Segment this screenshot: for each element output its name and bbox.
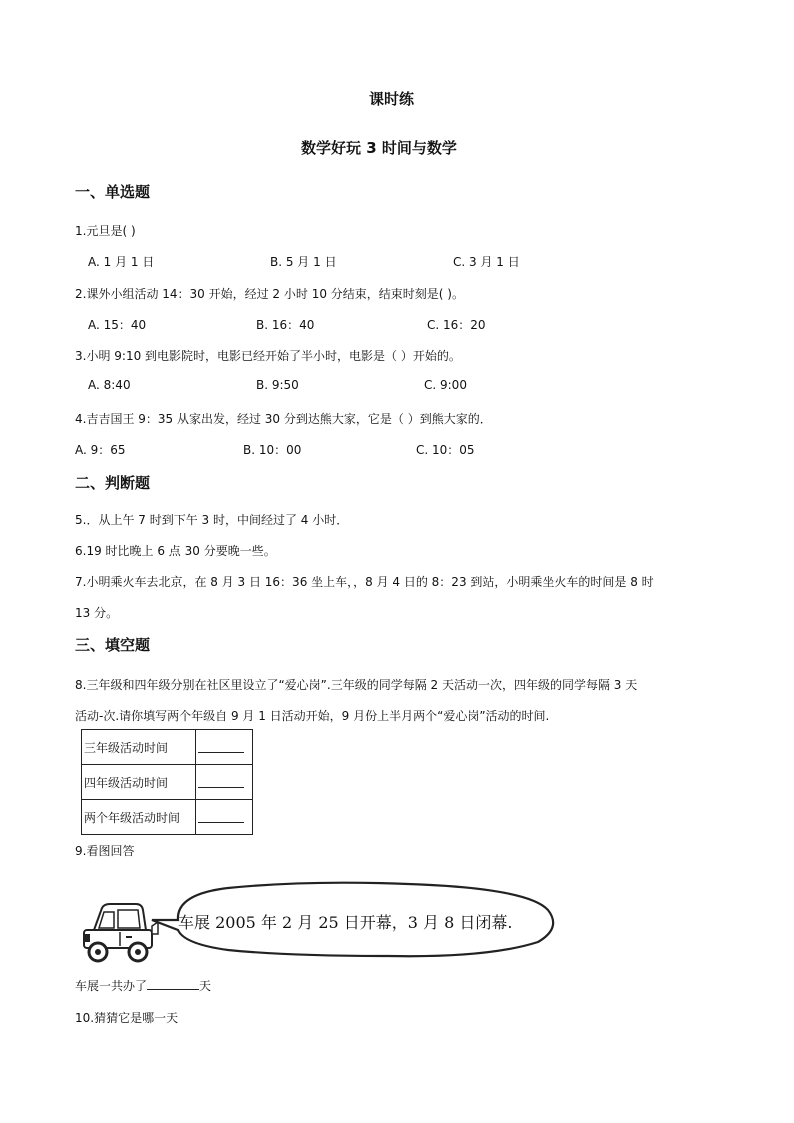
q4-option-b[interactable]: B. 10：00 (243, 443, 302, 457)
question-9: 9.看图回答 (75, 844, 135, 858)
answer-cell[interactable] (196, 765, 253, 800)
row-label: 四年级活动时间 (82, 765, 196, 800)
question-8-line-1: 8.三年级和四年级分别在社区里设立了“爱心岗”.三年级的同学每隔 2 天活动一次，四年级的同学每隔 3 天 (75, 678, 638, 692)
row-label: 两个年级活动时间 (82, 800, 196, 835)
q2-option-a[interactable]: A. 15：40 (88, 318, 147, 332)
table-row (82, 765, 253, 800)
answer-cell[interactable] (196, 730, 253, 765)
answer-cell[interactable] (196, 800, 253, 835)
question-10: 10.猜猜它是哪一天 (75, 1011, 179, 1025)
section-heading-single-choice: 一、单选题 (75, 183, 151, 201)
section-heading-true-false: 二、判断题 (75, 474, 151, 492)
answer-blank[interactable] (198, 773, 244, 788)
question-1: 1.元旦是( ) (75, 224, 136, 238)
page-subtitle: 数学好玩 3 时间与数学 (301, 139, 457, 157)
activity-time-table (81, 729, 253, 835)
question-2: 2.课外小组活动 14：30 开始，经过 2 小时 10 分结束，结束时刻是( )。 (75, 287, 464, 301)
q1-option-b[interactable]: B. 5 月 1 日 (270, 255, 337, 269)
answer-blank[interactable] (198, 808, 244, 823)
q3-option-c[interactable]: C. 9:00 (424, 378, 467, 392)
question-5: 5.．从上午 7 时到下午 3 时，中间经过了 4 小时． (75, 513, 349, 527)
q4-option-c[interactable]: C. 10：05 (416, 443, 475, 457)
q1-option-c[interactable]: C. 3 月 1 日 (453, 255, 520, 269)
answer-suffix: 天 (199, 979, 212, 993)
question-7-line-1: 7.小明乘火车去北京，在 8 月 3 日 16：36 坐上车，，8 月 4 日的 8：23 到站，小明乘坐火车的时间是 8 时 (75, 575, 654, 589)
question-9-answer (75, 977, 211, 994)
q3-option-a[interactable]: A. 8:40 (88, 378, 131, 392)
section-heading-fill-in: 三、填空题 (75, 636, 151, 654)
bubble-text: 车展 2005 年 2 月 25 日开幕，3 月 8 日闭幕. (178, 913, 513, 932)
q2-option-b[interactable]: B. 16：40 (256, 318, 315, 332)
answer-blank[interactable] (198, 738, 244, 753)
question-7-line-2: 13 分。 (75, 606, 119, 620)
table-row (82, 730, 253, 765)
answer-blank[interactable] (147, 977, 199, 990)
page-title: 课时练 (369, 90, 415, 108)
q2-option-c[interactable]: C. 16：20 (427, 318, 486, 332)
question-6: 6.19 时比晚上 6 点 30 分要晚一些。 (75, 544, 276, 558)
answer-prefix: 车展一共办了 (75, 979, 148, 993)
question-3: 3.小明 9:10 到电影院时，电影已经开始了半小时，电影是（ ）开始的。 (75, 349, 461, 363)
table-row (82, 800, 253, 835)
q1-option-a[interactable]: A. 1 月 1 日 (88, 255, 155, 269)
question-4: 4.吉吉国王 9：35 从家出发，经过 30 分到达熊大家，它是（ ）到熊大家的． (75, 412, 492, 426)
q3-option-b[interactable]: B. 9:50 (256, 378, 299, 392)
row-label: 三年级活动时间 (82, 730, 196, 765)
question-8-line-2: 活动-次.请你填写两个年级自 9 月 1 日活动开始，9 月份上半月两个“爱心岗”活动的时间. (75, 709, 550, 723)
q4-option-a[interactable]: A. 9：65 (75, 443, 126, 457)
